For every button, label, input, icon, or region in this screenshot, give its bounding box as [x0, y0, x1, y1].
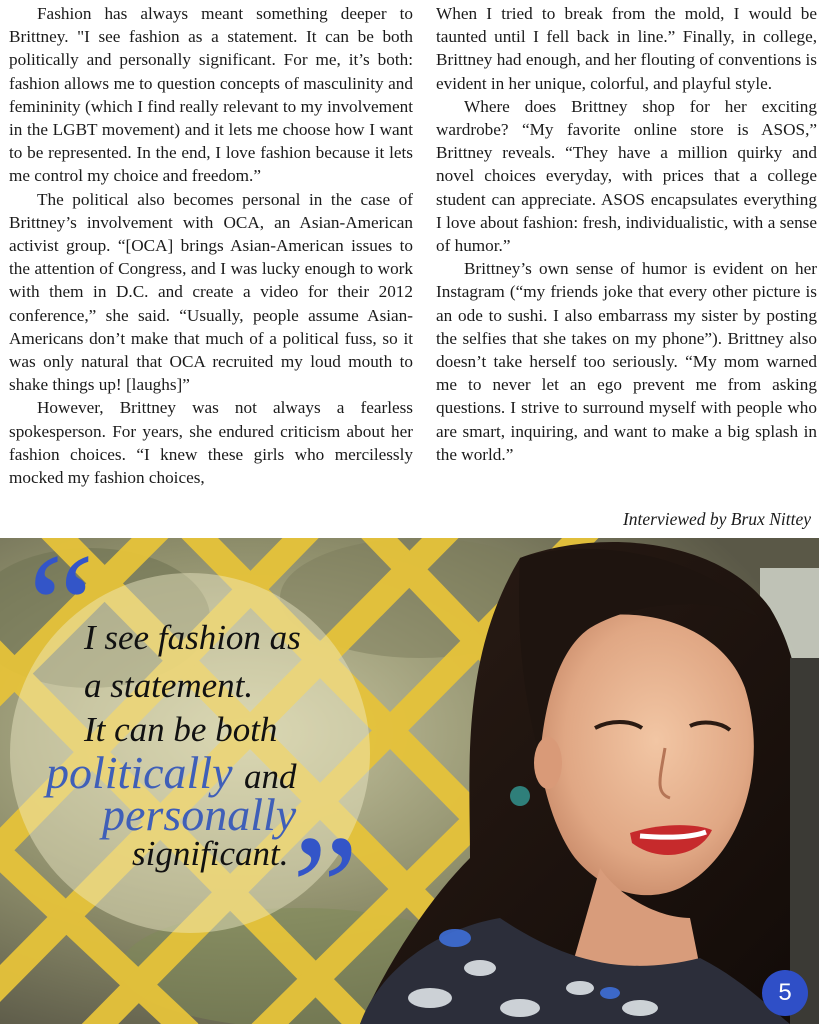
quote-line: a statement. — [84, 666, 254, 705]
pull-quote — [0, 538, 819, 1024]
right-column — [436, 2, 817, 466]
paragraph: However, Brittney was not always a fearless spokesperson. For years, she endured criticism about her fashion choices. “I knew these girls who mercilessly mocked my fashion choices, — [9, 398, 413, 488]
quote-word: and — [244, 757, 297, 796]
paragraph: Brittney’s own sense of humor is evident on her Instagram (“my friends joke that every other picture is an ode to sushi. I also embarrass my sister by posting the selfies that she takes on my phone”). Brittney also doesn’t take herself too seriously. “My mom warned me to never let an ego prevent me from asking questions. I strive to surround myself with people who are smart, inquiring, and want to make a big splash in the world.” — [436, 259, 817, 464]
byline: Interviewed by Brux Nittey — [622, 509, 811, 529]
quote-line: significant. — [132, 834, 289, 873]
quote-line: It can be both — [84, 710, 278, 749]
paragraph: The political also becomes personal in the case of Brittney’s involvement with OCA, an Asian-American activist group. “[OCA] brings Asian-American issues to the attention of Congress, and I was lucky enough to work with them in D.C. and create a video for their 2012 conference,” she said. “Usually, people assume Asian-Americans don’t make that much of a political fuss, so it was only natural that OCA recruited my loud mouth to shake things up! [laughs]” — [9, 189, 413, 395]
paragraph: Where does Brittney shop for her exciting wardrobe? “My favorite online store is ASOS,” Brittney reveals. “They have a million quirky and novel choices everyday, with prices that a college student can appreciate. ASOS encapsulates everything I love about fashion: fresh, individualistic, with a sense of humor.” — [436, 96, 817, 256]
quote-emphasis: politically — [46, 747, 233, 798]
quote-emphasis: personally — [102, 789, 297, 840]
close-quote-mark: ” — [292, 805, 359, 971]
page-number: 5 — [762, 970, 808, 1016]
left-column — [9, 2, 413, 489]
portrait-photo — [0, 538, 819, 1024]
paragraph: Fashion has always meant something deeper to Brittney. "I see fashion as a statement. It can be both politically and personally significant. For me, it’s both: fashion allows me to question concepts of masculinity and femininity (which I find really relevant to my involvement in the LGBT movement) and it lets me choose how I want to be represented. In the end, I love fashion because it lets me control my choice and freedom.” — [9, 4, 413, 186]
paragraph-continuation: When I tried to break from the mold, I would be taunted until I fell back in line.” Finally, in college, Brittney had enough, and her flouting of conventions is evident in her unique, colorful, and playful style. — [436, 4, 817, 93]
open-quote-mark: “ — [28, 538, 95, 689]
quote-line: I see fashion as — [84, 618, 301, 657]
